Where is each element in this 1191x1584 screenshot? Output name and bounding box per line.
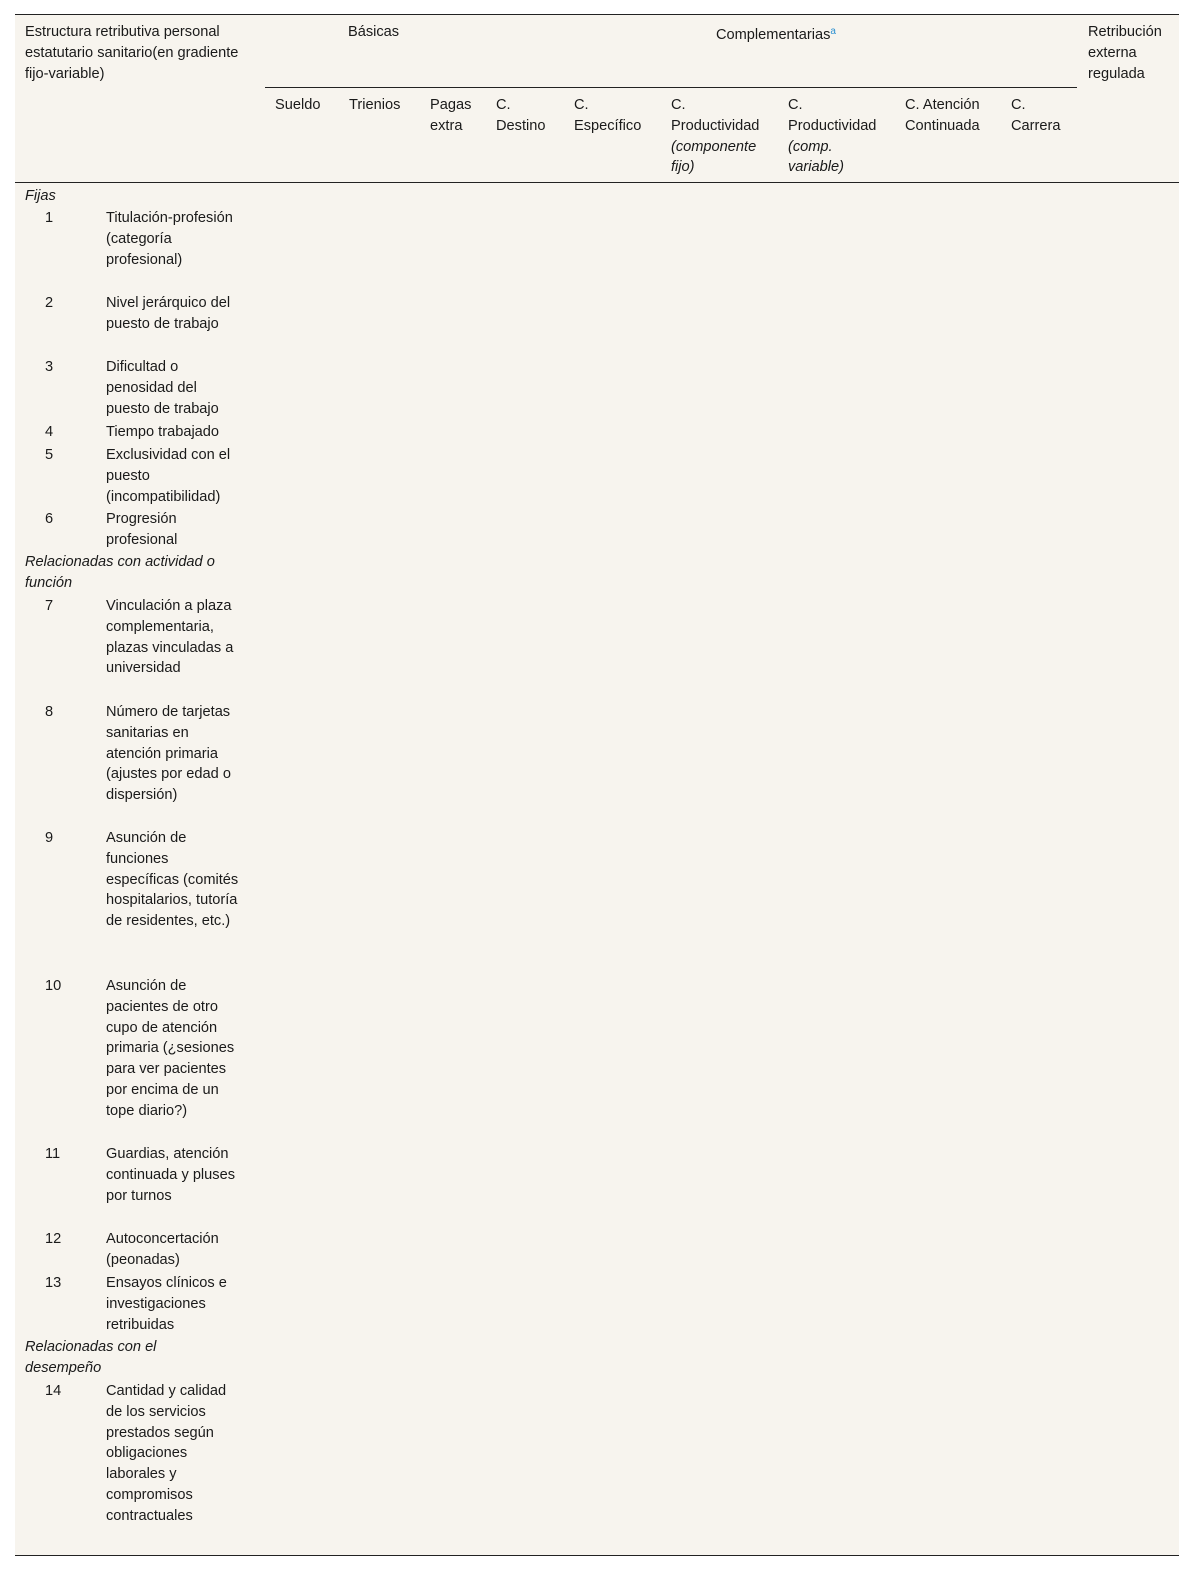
row-label: Número de tarjetas sanitarias en atención primaria (ajustes por edad o dispersión) bbox=[106, 704, 231, 804]
row-number: 3 bbox=[45, 359, 54, 375]
col-c-productividad-variable bbox=[788, 95, 892, 178]
row-label: Progresión profesional bbox=[106, 511, 178, 548]
row-number: 13 bbox=[45, 1275, 62, 1291]
row-number: 5 bbox=[45, 447, 54, 463]
col-c-productividad-variable-label: C. Productividad bbox=[788, 97, 877, 134]
complementarias-label: Complementarias bbox=[716, 27, 831, 43]
col-c-productividad-fijo bbox=[671, 95, 775, 178]
col-c-especifico: C. Específico bbox=[574, 97, 642, 134]
row-number: 12 bbox=[45, 1231, 62, 1247]
row-number: 6 bbox=[45, 511, 54, 527]
row-label: Tiempo trabajado bbox=[106, 424, 220, 440]
row-label: Guardias, atención continuada y pluses por turnos bbox=[106, 1146, 235, 1204]
row-label: Vinculación a plaza complementaria, plazas vinculadas a universidad bbox=[106, 598, 234, 677]
col-c-productividad-variable-note: (comp. variable) bbox=[788, 138, 844, 176]
col-c-atencion-continuada: C. Atención Continuada bbox=[905, 97, 980, 134]
col-c-destino: C. Destino bbox=[496, 97, 546, 134]
basicas-group-header: Básicas bbox=[348, 24, 400, 40]
header-body-rule bbox=[15, 182, 1179, 183]
col-c-carrera: C. Carrera bbox=[1011, 97, 1061, 134]
col-trienios: Trienios bbox=[349, 97, 401, 113]
col-pagas-extra: Pagas extra bbox=[430, 97, 472, 134]
row-label: Titulación-profesión (categoría profesional) bbox=[106, 210, 233, 268]
row-label: Asunción de funciones específicas (comités hospitalarios, tutoría de residentes, etc.) bbox=[106, 830, 239, 930]
row-number: 4 bbox=[45, 424, 54, 440]
row-label: Dificultad o penosidad del puesto de trabajo bbox=[106, 359, 219, 417]
table-corner-header: Estructura retributiva personal estatutario sanitario(en gradiente fijo-variable) bbox=[25, 24, 239, 82]
section-title-desempeno: Relacionadas con el desempeño bbox=[25, 1339, 157, 1376]
row-label: Cantidad y calidad de los servicios prestados según obligaciones laborales y compromisos contractuales bbox=[106, 1383, 227, 1524]
row-label: Ensayos clínicos e investigaciones retribuidas bbox=[106, 1275, 227, 1333]
complementarias-group-header bbox=[716, 22, 836, 46]
section-title-fijas: Fijas bbox=[25, 188, 56, 204]
row-label: Asunción de pacientes de otro cupo de atención primaria (¿sesiones para ver pacientes por encima de un tope diario?) bbox=[106, 978, 235, 1119]
remuneration-structure-table bbox=[15, 14, 1179, 1556]
col-sueldo: Sueldo bbox=[275, 97, 321, 113]
row-label: Exclusividad con el puesto (incompatibilidad) bbox=[106, 447, 231, 505]
row-number: 7 bbox=[45, 598, 54, 614]
row-label: Nivel jerárquico del puesto de trabajo bbox=[106, 295, 231, 332]
row-number: 9 bbox=[45, 830, 54, 846]
row-number: 2 bbox=[45, 295, 54, 311]
group-header-rule bbox=[265, 87, 1077, 88]
row-number: 11 bbox=[45, 1146, 61, 1162]
row-number: 14 bbox=[45, 1383, 62, 1399]
section-title-actividad: Relacionadas con actividad o función bbox=[25, 554, 215, 591]
retribucion-externa-header: Retribución externa regulada bbox=[1088, 24, 1162, 82]
row-number: 1 bbox=[45, 210, 54, 226]
row-number: 8 bbox=[45, 704, 54, 720]
col-c-productividad-fijo-note: (componente fijo) bbox=[671, 138, 757, 176]
row-number: 10 bbox=[45, 978, 62, 994]
col-c-productividad-fijo-label: C. Productividad bbox=[671, 97, 760, 134]
footnote-marker-a[interactable]: a bbox=[830, 26, 836, 37]
row-label: Autoconcertación (peonadas) bbox=[106, 1231, 219, 1268]
